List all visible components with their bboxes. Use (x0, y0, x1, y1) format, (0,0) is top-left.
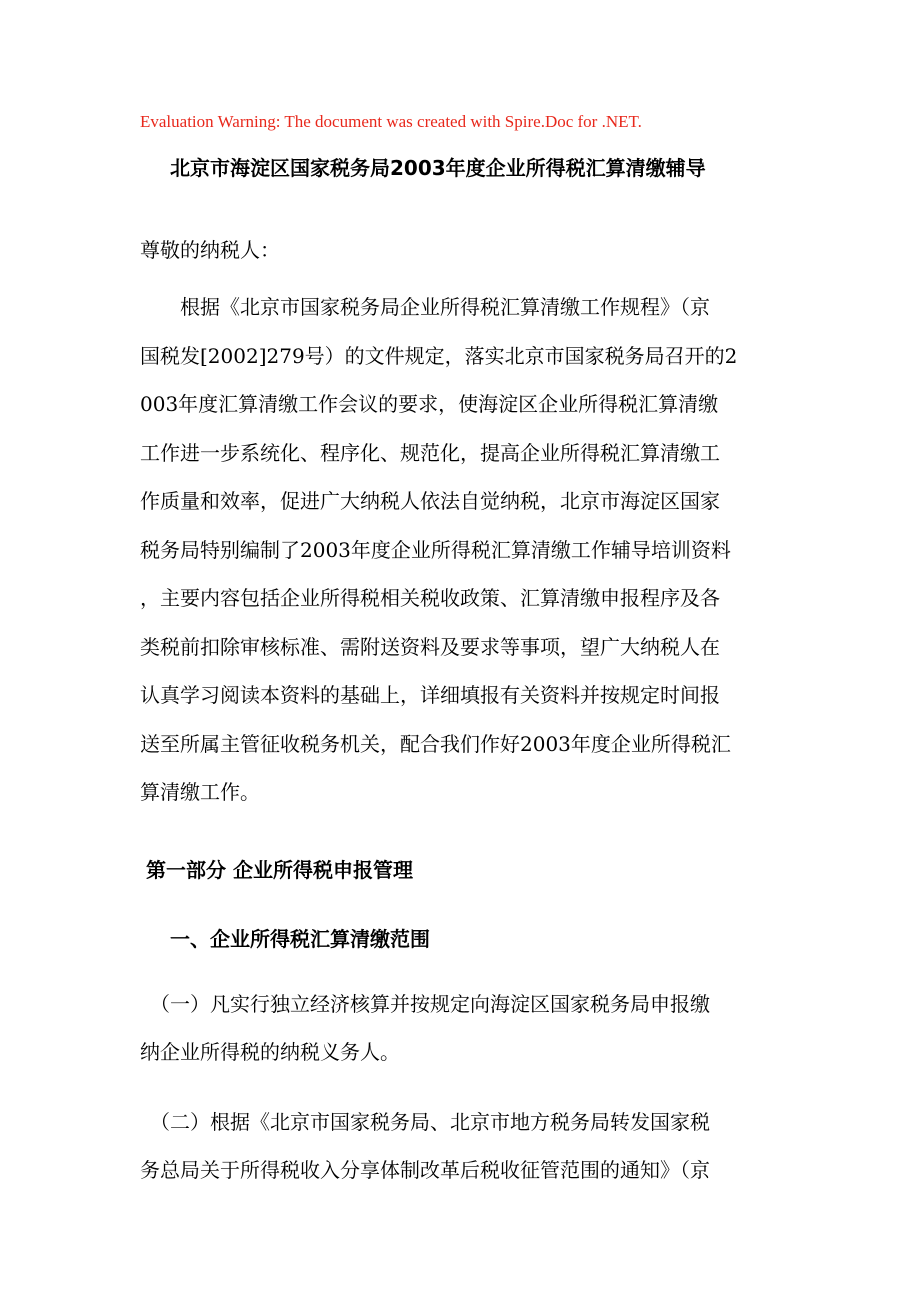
part-heading: 第一部分 企业所得税申报管理 (146, 858, 413, 882)
paragraph-line: 003年度汇算清缴工作会议的要求，使海淀区企业所得税汇算清缴 (140, 392, 719, 416)
paragraph-line: 认真学习阅读本资料的基础上，详细填报有关资料并按规定时间报 (140, 683, 720, 707)
paragraph-line: ，主要内容包括企业所得税相关税收政策、汇算清缴申报程序及各 (140, 586, 720, 610)
item-1-paragraph (140, 980, 790, 1076)
paragraph-line: （二）根据《北京市国家税务局、北京市地方税务局转发国家税 (140, 1110, 710, 1134)
paragraph-line: 国税发[2002]279号）的文件规定，落实北京市国家税务局召开的2 (140, 343, 738, 368)
paragraph-line: 纳企业所得税的纳税义务人。 (140, 1040, 400, 1064)
paragraph-line: 根据《北京市国家税务局企业所得税汇算清缴工作规程》（京 (140, 295, 710, 319)
evaluation-warning: Evaluation Warning: The document was created with Spire.Doc for .NET. (140, 112, 642, 131)
paragraph-line: 税务局特别编制了2003年度企业所得税汇算清缴工作辅导培训资料 (140, 537, 731, 562)
greeting: 尊敬的纳税人： (140, 238, 280, 262)
item-2-paragraph (140, 1098, 790, 1194)
intro-paragraph (140, 283, 790, 817)
paragraph-line: 作质量和效率，促进广大纳税人依法自觉纳税，北京市海淀区国家 (140, 489, 720, 513)
paragraph-line: 类税前扣除审核标准、需附送资料及要求等事项，望广大纳税人在 (140, 634, 720, 659)
section-heading: 一、企业所得税汇算清缴范围 (170, 927, 430, 951)
paragraph-line: 工作进一步系统化、程序化、规范化，提高企业所得税汇算清缴工 (140, 440, 720, 465)
paragraph-line: 送至所属主管征收税务机关，配合我们作好2003年度企业所得税汇 (140, 731, 731, 756)
paragraph-line: （一）凡实行独立经济核算并按规定向海淀区国家税务局申报缴 (140, 992, 710, 1016)
paragraph-line: 务总局关于所得税收入分享体制改革后税收征管范围的通知》（京 (140, 1158, 710, 1182)
document-title: 北京市海淀区国家税务局2003年度企业所得税汇算清缴辅导 (170, 156, 706, 180)
paragraph-line: 算清缴工作。 (140, 780, 260, 804)
